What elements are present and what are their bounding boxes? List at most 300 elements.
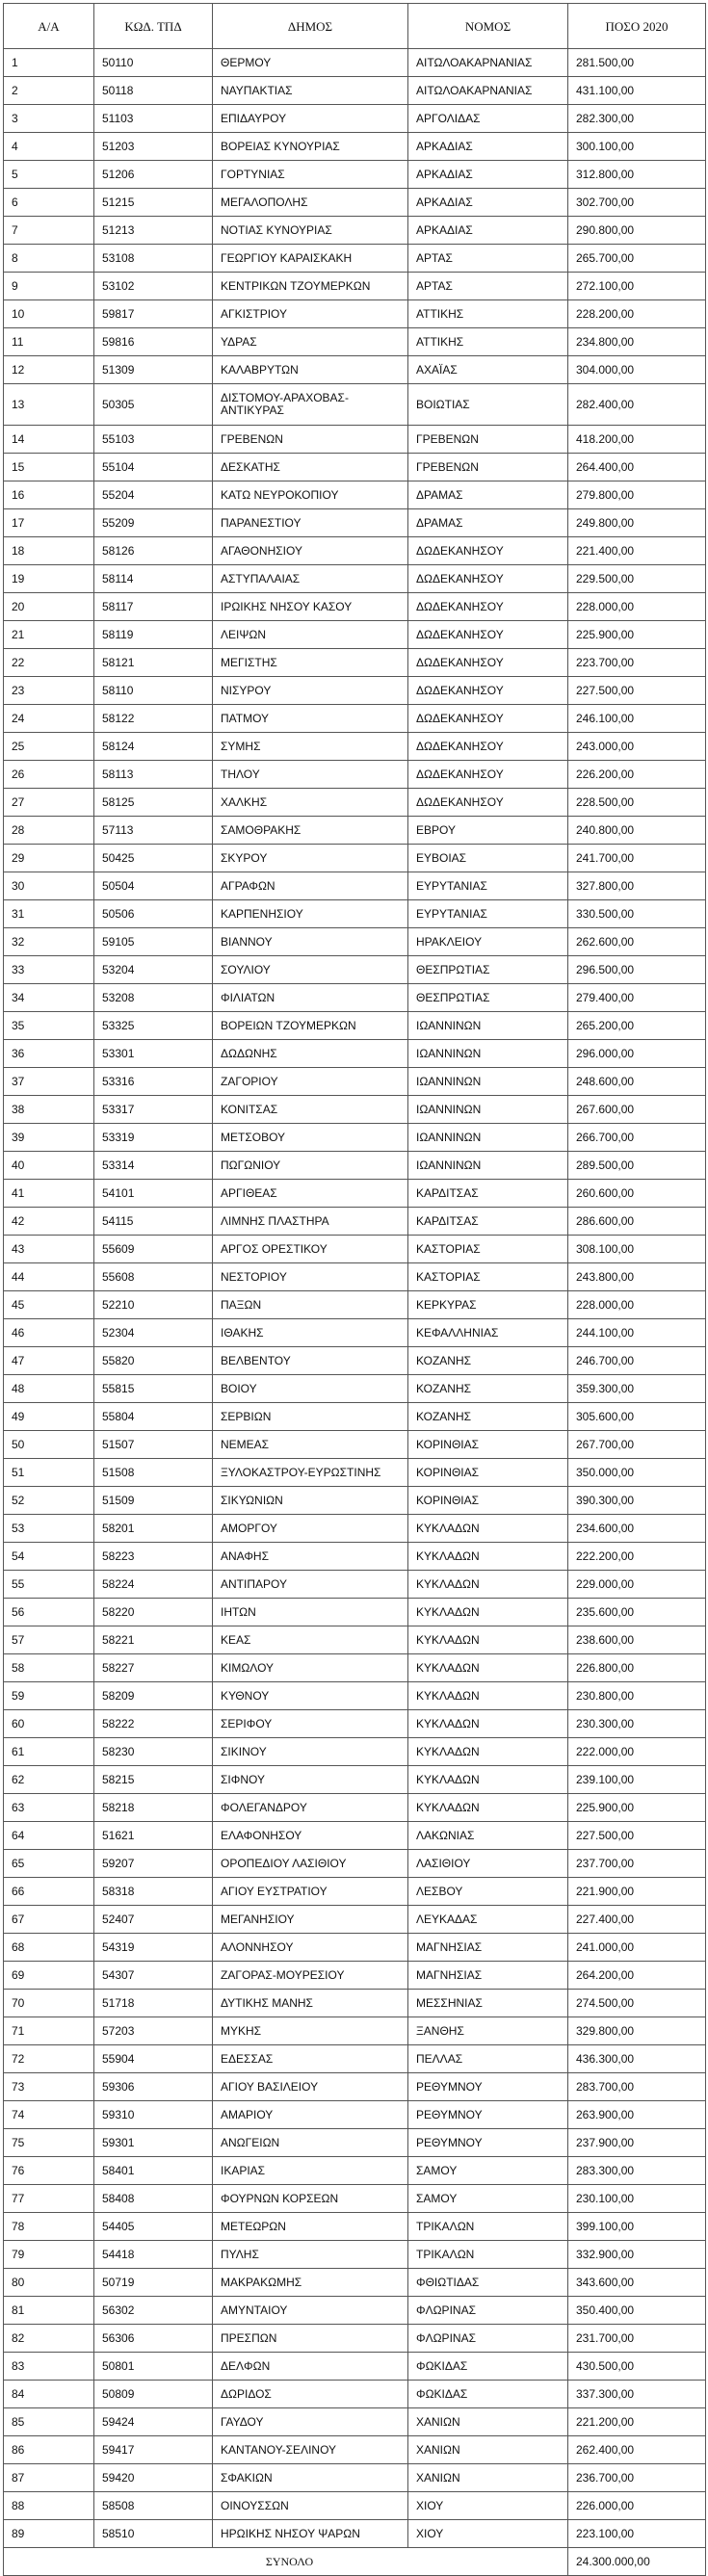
row-municipality: ΕΔΕΣΣΑΣ bbox=[213, 2045, 408, 2073]
row-number: 53 bbox=[4, 1515, 94, 1543]
row-municipality: ΑΝΤΙΠΑΡΟΥ bbox=[213, 1571, 408, 1599]
table-row bbox=[4, 1822, 706, 1850]
table-row bbox=[4, 2045, 706, 2073]
row-number: 18 bbox=[4, 537, 94, 565]
table-row bbox=[4, 2157, 706, 2185]
row-amount: 241.700,00 bbox=[568, 845, 706, 872]
row-amount: 230.300,00 bbox=[568, 1710, 706, 1738]
row-code: 52304 bbox=[94, 1319, 213, 1347]
row-prefecture: ΔΩΔΕΚΑΝΗΣΟΥ bbox=[408, 789, 568, 817]
table-row bbox=[4, 1096, 706, 1124]
table-row bbox=[4, 1319, 706, 1347]
table-row bbox=[4, 1682, 706, 1710]
row-amount: 265.200,00 bbox=[568, 1012, 706, 1040]
row-prefecture: ΛΕΥΚΑΔΑΣ bbox=[408, 1906, 568, 1934]
row-municipality: ΒΟΙΟΥ bbox=[213, 1375, 408, 1403]
table-row bbox=[4, 1710, 706, 1738]
table-row bbox=[4, 1459, 706, 1487]
row-prefecture: ΦΩΚΙΔΑΣ bbox=[408, 2381, 568, 2408]
row-amount: 235.600,00 bbox=[568, 1599, 706, 1626]
row-number: 52 bbox=[4, 1487, 94, 1515]
row-number: 78 bbox=[4, 2213, 94, 2241]
table-row bbox=[4, 217, 706, 245]
row-prefecture: ΔΩΔΕΚΑΝΗΣΟΥ bbox=[408, 593, 568, 621]
row-prefecture: ΜΕΣΣΗΝΙΑΣ bbox=[408, 1990, 568, 2017]
row-amount: 238.600,00 bbox=[568, 1626, 706, 1654]
row-prefecture: ΙΩΑΝΝΙΝΩΝ bbox=[408, 1040, 568, 1068]
row-number: 46 bbox=[4, 1319, 94, 1347]
row-code: 51309 bbox=[94, 356, 213, 384]
row-municipality: ΒΟΡΕΙΑΣ ΚΥΝΟΥΡΙΑΣ bbox=[213, 133, 408, 161]
row-number: 64 bbox=[4, 1822, 94, 1850]
row-amount: 228.000,00 bbox=[568, 593, 706, 621]
row-number: 30 bbox=[4, 872, 94, 900]
row-amount: 244.100,00 bbox=[568, 1319, 706, 1347]
row-amount: 225.900,00 bbox=[568, 621, 706, 649]
table-row bbox=[4, 2408, 706, 2436]
row-amount: 222.000,00 bbox=[568, 1738, 706, 1766]
row-code: 53301 bbox=[94, 1040, 213, 1068]
row-municipality: ΑΜΥΝΤΑΙΟΥ bbox=[213, 2297, 408, 2325]
row-prefecture: ΜΑΓΝΗΣΙΑΣ bbox=[408, 1962, 568, 1990]
row-code: 50504 bbox=[94, 872, 213, 900]
row-code: 53204 bbox=[94, 956, 213, 984]
row-municipality: ΝΑΥΠΑΚΤΙΑΣ bbox=[213, 77, 408, 105]
row-amount: 229.000,00 bbox=[568, 1571, 706, 1599]
table-row bbox=[4, 245, 706, 273]
row-number: 49 bbox=[4, 1403, 94, 1431]
table-row bbox=[4, 1012, 706, 1040]
table-row bbox=[4, 1068, 706, 1096]
row-code: 56302 bbox=[94, 2297, 213, 2325]
row-prefecture: ΚΟΡΙΝΘΙΑΣ bbox=[408, 1431, 568, 1459]
row-number: 44 bbox=[4, 1263, 94, 1291]
row-code: 58220 bbox=[94, 1599, 213, 1626]
row-municipality: ΚΕΝΤΡΙΚΩΝ ΤΖΟΥΜΕΡΚΩΝ bbox=[213, 273, 408, 300]
row-amount: 267.600,00 bbox=[568, 1096, 706, 1124]
table-row bbox=[4, 565, 706, 593]
row-number: 23 bbox=[4, 677, 94, 705]
row-code: 51621 bbox=[94, 1822, 213, 1850]
row-code: 58401 bbox=[94, 2157, 213, 2185]
row-code: 55104 bbox=[94, 454, 213, 481]
row-number: 61 bbox=[4, 1738, 94, 1766]
row-number: 14 bbox=[4, 426, 94, 454]
row-municipality: ΓΑΥΔΟΥ bbox=[213, 2408, 408, 2436]
row-prefecture: ΙΩΑΝΝΙΝΩΝ bbox=[408, 1096, 568, 1124]
table-row bbox=[4, 2017, 706, 2045]
row-code: 59310 bbox=[94, 2101, 213, 2129]
row-municipality: ΒΙΑΝΝΟΥ bbox=[213, 928, 408, 956]
table-row bbox=[4, 1906, 706, 1934]
row-amount: 279.800,00 bbox=[568, 481, 706, 509]
row-prefecture: ΚΥΚΛΑΔΩΝ bbox=[408, 1626, 568, 1654]
row-code: 58222 bbox=[94, 1710, 213, 1738]
row-code: 53317 bbox=[94, 1096, 213, 1124]
row-number: 10 bbox=[4, 300, 94, 328]
row-municipality: ΖΑΓΟΡΑΣ-ΜΟΥΡΕΣΙΟΥ bbox=[213, 1962, 408, 1990]
row-number: 47 bbox=[4, 1347, 94, 1375]
row-amount: 332.900,00 bbox=[568, 2241, 706, 2269]
row-municipality: ΙΡΩΙΚΗΣ ΝΗΣΟΥ ΚΑΣΟΥ bbox=[213, 593, 408, 621]
row-prefecture: ΚΥΚΛΑΔΩΝ bbox=[408, 1738, 568, 1766]
row-code: 53102 bbox=[94, 273, 213, 300]
table-row bbox=[4, 1291, 706, 1319]
row-code: 58124 bbox=[94, 733, 213, 761]
table-row bbox=[4, 328, 706, 356]
row-code: 58126 bbox=[94, 537, 213, 565]
row-municipality: ΑΝΑΦΗΣ bbox=[213, 1543, 408, 1571]
row-prefecture: ΒΟΙΩΤΙΑΣ bbox=[408, 384, 568, 426]
row-municipality: ΜΕΓΑΛΟΠΟΛΗΣ bbox=[213, 189, 408, 217]
row-number: 16 bbox=[4, 481, 94, 509]
row-prefecture: ΚΟΖΑΝΗΣ bbox=[408, 1347, 568, 1375]
table-row bbox=[4, 845, 706, 872]
row-municipality: ΓΟΡΤΥΝΙΑΣ bbox=[213, 161, 408, 189]
table-row bbox=[4, 105, 706, 133]
row-prefecture: ΚΑΡΔΙΤΣΑΣ bbox=[408, 1208, 568, 1236]
row-prefecture: ΚΟΡΙΝΘΙΑΣ bbox=[408, 1487, 568, 1515]
row-prefecture: ΜΑΓΝΗΣΙΑΣ bbox=[408, 1934, 568, 1962]
row-municipality: ΦΙΛΙΑΤΩΝ bbox=[213, 984, 408, 1012]
row-code: 58224 bbox=[94, 1571, 213, 1599]
row-municipality: ΣΕΡΒΙΩΝ bbox=[213, 1403, 408, 1431]
row-municipality: ΓΕΩΡΓΙΟΥ ΚΑΡΑΙΣΚΑΚΗ bbox=[213, 245, 408, 273]
row-prefecture: ΑΡΚΑΔΙΑΣ bbox=[408, 161, 568, 189]
row-code: 50809 bbox=[94, 2381, 213, 2408]
table-row bbox=[4, 1850, 706, 1878]
table-row bbox=[4, 1431, 706, 1459]
row-municipality: ΝΙΣΥΡΟΥ bbox=[213, 677, 408, 705]
row-number: 51 bbox=[4, 1459, 94, 1487]
row-prefecture: ΚΑΣΤΟΡΙΑΣ bbox=[408, 1236, 568, 1263]
row-prefecture: ΔΩΔΕΚΑΝΗΣΟΥ bbox=[408, 565, 568, 593]
row-municipality: ΟΡΟΠΕΔΙΟΥ ΛΑΣΙΘΙΟΥ bbox=[213, 1850, 408, 1878]
row-municipality: ΦΟΛΕΓΑΝΔΡΟΥ bbox=[213, 1794, 408, 1822]
row-amount: 304.000,00 bbox=[568, 356, 706, 384]
row-code: 56306 bbox=[94, 2325, 213, 2353]
row-prefecture: ΚΕΦΑΛΛΗΝΙΑΣ bbox=[408, 1319, 568, 1347]
row-municipality: ΠΑΤΜΟΥ bbox=[213, 705, 408, 733]
row-prefecture: ΦΛΩΡΙΝΑΣ bbox=[408, 2297, 568, 2325]
row-prefecture: ΦΛΩΡΙΝΑΣ bbox=[408, 2325, 568, 2353]
row-prefecture: ΘΕΣΠΡΩΤΙΑΣ bbox=[408, 956, 568, 984]
table-row bbox=[4, 984, 706, 1012]
row-number: 74 bbox=[4, 2101, 94, 2129]
row-amount: 227.500,00 bbox=[568, 1822, 706, 1850]
row-number: 43 bbox=[4, 1236, 94, 1263]
row-municipality: ΔΩΔΩΝΗΣ bbox=[213, 1040, 408, 1068]
row-number: 70 bbox=[4, 1990, 94, 2017]
row-municipality: ΜΑΚΡΑΚΩΜΗΣ bbox=[213, 2269, 408, 2297]
row-code: 58209 bbox=[94, 1682, 213, 1710]
row-number: 89 bbox=[4, 2520, 94, 2548]
row-amount: 337.300,00 bbox=[568, 2381, 706, 2408]
row-municipality: ΤΗΛΟΥ bbox=[213, 761, 408, 789]
row-amount: 240.800,00 bbox=[568, 817, 706, 845]
row-prefecture: ΛΕΣΒΟΥ bbox=[408, 1878, 568, 1906]
row-number: 76 bbox=[4, 2157, 94, 2185]
allocation-table bbox=[3, 3, 706, 2576]
row-municipality: ΕΛΑΦΟΝΗΣΟΥ bbox=[213, 1822, 408, 1850]
table-row bbox=[4, 1263, 706, 1291]
row-amount: 221.400,00 bbox=[568, 537, 706, 565]
row-code: 58230 bbox=[94, 1738, 213, 1766]
row-municipality: ΔΕΣΚΑΤΗΣ bbox=[213, 454, 408, 481]
row-prefecture: ΙΩΑΝΝΙΝΩΝ bbox=[408, 1152, 568, 1180]
row-number: 86 bbox=[4, 2436, 94, 2464]
row-prefecture: ΦΘΙΩΤΙΔΑΣ bbox=[408, 2269, 568, 2297]
row-prefecture: ΡΕΘΥΜΝΟΥ bbox=[408, 2073, 568, 2101]
table-row bbox=[4, 621, 706, 649]
row-prefecture: ΣΑΜΟΥ bbox=[408, 2185, 568, 2213]
table-row bbox=[4, 1878, 706, 1906]
table-row bbox=[4, 2325, 706, 2353]
row-code: 58408 bbox=[94, 2185, 213, 2213]
row-municipality: ΠΩΓΩΝΙΟΥ bbox=[213, 1152, 408, 1180]
table-row bbox=[4, 1236, 706, 1263]
row-municipality: ΕΠΙΔΑΥΡΟΥ bbox=[213, 105, 408, 133]
row-code: 59301 bbox=[94, 2129, 213, 2157]
row-amount: 225.900,00 bbox=[568, 1794, 706, 1822]
row-amount: 246.700,00 bbox=[568, 1347, 706, 1375]
row-number: 48 bbox=[4, 1375, 94, 1403]
row-prefecture: ΤΡΙΚΑΛΩΝ bbox=[408, 2213, 568, 2241]
header-amount: ΠΟΣΟ 2020 bbox=[568, 4, 706, 49]
row-amount: 286.600,00 bbox=[568, 1208, 706, 1236]
table-row bbox=[4, 2101, 706, 2129]
header-dimos: ΔΗΜΟΣ bbox=[213, 4, 408, 49]
row-code: 51213 bbox=[94, 217, 213, 245]
table-row bbox=[4, 2241, 706, 2269]
row-code: 58201 bbox=[94, 1515, 213, 1543]
row-code: 53325 bbox=[94, 1012, 213, 1040]
table-header bbox=[4, 4, 706, 49]
row-code: 51203 bbox=[94, 133, 213, 161]
table-row bbox=[4, 300, 706, 328]
row-municipality: ΠΥΛΗΣ bbox=[213, 2241, 408, 2269]
row-code: 50719 bbox=[94, 2269, 213, 2297]
table-row bbox=[4, 161, 706, 189]
row-amount: 281.500,00 bbox=[568, 49, 706, 77]
row-amount: 265.700,00 bbox=[568, 245, 706, 273]
table-row bbox=[4, 789, 706, 817]
row-code: 53108 bbox=[94, 245, 213, 273]
row-code: 53314 bbox=[94, 1152, 213, 1180]
row-municipality: ΚΕΑΣ bbox=[213, 1626, 408, 1654]
row-code: 59207 bbox=[94, 1850, 213, 1878]
row-code: 59306 bbox=[94, 2073, 213, 2101]
row-code: 58117 bbox=[94, 593, 213, 621]
table-row bbox=[4, 1934, 706, 1962]
row-municipality: ΣΙΚΥΩΝΙΩΝ bbox=[213, 1487, 408, 1515]
row-number: 57 bbox=[4, 1626, 94, 1654]
row-prefecture: ΚΟΡΙΝΘΙΑΣ bbox=[408, 1459, 568, 1487]
row-municipality: ΟΙΝΟΥΣΣΩΝ bbox=[213, 2492, 408, 2520]
row-municipality: ΥΔΡΑΣ bbox=[213, 328, 408, 356]
row-code: 51509 bbox=[94, 1487, 213, 1515]
row-amount: 237.700,00 bbox=[568, 1850, 706, 1878]
header-row bbox=[4, 4, 706, 49]
row-prefecture: ΛΑΣΙΘΙΟΥ bbox=[408, 1850, 568, 1878]
table-row bbox=[4, 2381, 706, 2408]
row-prefecture: ΚΥΚΛΑΔΩΝ bbox=[408, 1682, 568, 1710]
row-municipality: ΙΚΑΡΙΑΣ bbox=[213, 2157, 408, 2185]
row-number: 79 bbox=[4, 2241, 94, 2269]
row-amount: 350.000,00 bbox=[568, 1459, 706, 1487]
row-prefecture: ΚΥΚΛΑΔΩΝ bbox=[408, 1571, 568, 1599]
total-label: ΣΥΝΟΛΟ bbox=[4, 2548, 568, 2576]
row-amount: 327.800,00 bbox=[568, 872, 706, 900]
row-prefecture: ΞΑΝΘΗΣ bbox=[408, 2017, 568, 2045]
row-municipality: ΔΥΤΙΚΗΣ ΜΑΝΗΣ bbox=[213, 1990, 408, 2017]
row-prefecture: ΕΒΡΟΥ bbox=[408, 817, 568, 845]
table-row bbox=[4, 426, 706, 454]
row-amount: 223.700,00 bbox=[568, 649, 706, 677]
table-row bbox=[4, 2436, 706, 2464]
row-code: 58125 bbox=[94, 789, 213, 817]
row-municipality: ΣΚΥΡΟΥ bbox=[213, 845, 408, 872]
row-code: 54101 bbox=[94, 1180, 213, 1208]
row-municipality: ΚΥΘΝΟΥ bbox=[213, 1682, 408, 1710]
table-row bbox=[4, 189, 706, 217]
row-prefecture: ΑΡΚΑΔΙΑΣ bbox=[408, 189, 568, 217]
row-prefecture: ΙΩΑΝΝΙΝΩΝ bbox=[408, 1068, 568, 1096]
row-prefecture: ΕΥΡΥΤΑΝΙΑΣ bbox=[408, 872, 568, 900]
row-number: 82 bbox=[4, 2325, 94, 2353]
row-municipality: ΚΑΡΠΕΝΗΣΙΟΥ bbox=[213, 900, 408, 928]
row-municipality: ΧΑΛΚΗΣ bbox=[213, 789, 408, 817]
row-prefecture: ΧΑΝΙΩΝ bbox=[408, 2464, 568, 2492]
row-amount: 234.600,00 bbox=[568, 1515, 706, 1543]
table-row bbox=[4, 1124, 706, 1152]
row-municipality: ΑΝΩΓΕΙΩΝ bbox=[213, 2129, 408, 2157]
row-code: 58114 bbox=[94, 565, 213, 593]
table-row bbox=[4, 273, 706, 300]
row-prefecture: ΠΕΛΛΑΣ bbox=[408, 2045, 568, 2073]
row-amount: 221.200,00 bbox=[568, 2408, 706, 2436]
row-prefecture: ΚΑΡΔΙΤΣΑΣ bbox=[408, 1180, 568, 1208]
row-amount: 290.800,00 bbox=[568, 217, 706, 245]
row-prefecture: ΑΙΤΩΛΟΑΚΑΡΝΑΝΙΑΣ bbox=[408, 49, 568, 77]
row-code: 55608 bbox=[94, 1263, 213, 1291]
row-municipality: ΑΛΟΝΝΗΣΟΥ bbox=[213, 1934, 408, 1962]
row-code: 57113 bbox=[94, 817, 213, 845]
row-prefecture: ΕΥΒΟΙΑΣ bbox=[408, 845, 568, 872]
total-row bbox=[4, 2548, 706, 2576]
row-amount: 248.600,00 bbox=[568, 1068, 706, 1096]
row-amount: 234.800,00 bbox=[568, 328, 706, 356]
row-code: 58113 bbox=[94, 761, 213, 789]
row-code: 59817 bbox=[94, 300, 213, 328]
row-code: 51718 bbox=[94, 1990, 213, 2017]
row-prefecture: ΚΥΚΛΑΔΩΝ bbox=[408, 1766, 568, 1794]
table-row bbox=[4, 1599, 706, 1626]
row-number: 54 bbox=[4, 1543, 94, 1571]
header-code: ΚΩΔ. ΤΠΔ bbox=[94, 4, 213, 49]
row-amount: 302.700,00 bbox=[568, 189, 706, 217]
row-municipality: ΚΟΝΙΤΣΑΣ bbox=[213, 1096, 408, 1124]
row-amount: 239.100,00 bbox=[568, 1766, 706, 1794]
row-prefecture: ΗΡΑΚΛΕΙΟΥ bbox=[408, 928, 568, 956]
row-code: 53208 bbox=[94, 984, 213, 1012]
row-municipality: ΣΟΥΛΙΟΥ bbox=[213, 956, 408, 984]
row-amount: 330.500,00 bbox=[568, 900, 706, 928]
row-prefecture: ΚΥΚΛΑΔΩΝ bbox=[408, 1515, 568, 1543]
row-number: 41 bbox=[4, 1180, 94, 1208]
row-code: 57203 bbox=[94, 2017, 213, 2045]
row-prefecture: ΑΙΤΩΛΟΑΚΑΡΝΑΝΙΑΣ bbox=[408, 77, 568, 105]
table-body bbox=[4, 49, 706, 2548]
row-number: 38 bbox=[4, 1096, 94, 1124]
row-number: 75 bbox=[4, 2129, 94, 2157]
row-prefecture: ΦΩΚΙΔΑΣ bbox=[408, 2353, 568, 2381]
row-municipality: ΣΦΑΚΙΩΝ bbox=[213, 2464, 408, 2492]
row-number: 50 bbox=[4, 1431, 94, 1459]
row-amount: 228.500,00 bbox=[568, 789, 706, 817]
row-municipality: ΙΗΤΩΝ bbox=[213, 1599, 408, 1626]
row-prefecture: ΓΡΕΒΕΝΩΝ bbox=[408, 426, 568, 454]
row-code: 54115 bbox=[94, 1208, 213, 1236]
row-prefecture: ΚΥΚΛΑΔΩΝ bbox=[408, 1543, 568, 1571]
row-amount: 262.600,00 bbox=[568, 928, 706, 956]
table-row bbox=[4, 2185, 706, 2213]
row-prefecture: ΔΩΔΕΚΑΝΗΣΟΥ bbox=[408, 761, 568, 789]
row-municipality: ΣΕΡΙΦΟΥ bbox=[213, 1710, 408, 1738]
row-prefecture: ΔΡΑΜΑΣ bbox=[408, 481, 568, 509]
row-prefecture: ΔΩΔΕΚΑΝΗΣΟΥ bbox=[408, 705, 568, 733]
row-number: 19 bbox=[4, 565, 94, 593]
row-amount: 264.400,00 bbox=[568, 454, 706, 481]
row-municipality: ΖΑΓΟΡΙΟΥ bbox=[213, 1068, 408, 1096]
row-code: 55804 bbox=[94, 1403, 213, 1431]
row-number: 33 bbox=[4, 956, 94, 984]
row-code: 55904 bbox=[94, 2045, 213, 2073]
table-row bbox=[4, 1403, 706, 1431]
row-number: 15 bbox=[4, 454, 94, 481]
table-row bbox=[4, 2353, 706, 2381]
row-amount: 296.000,00 bbox=[568, 1040, 706, 1068]
table-row bbox=[4, 872, 706, 900]
row-amount: 274.500,00 bbox=[568, 1990, 706, 2017]
row-prefecture: ΧΙΟΥ bbox=[408, 2492, 568, 2520]
table-row bbox=[4, 1766, 706, 1794]
row-number: 80 bbox=[4, 2269, 94, 2297]
row-prefecture: ΑΡΚΑΔΙΑΣ bbox=[408, 133, 568, 161]
row-number: 12 bbox=[4, 356, 94, 384]
row-number: 87 bbox=[4, 2464, 94, 2492]
row-number: 81 bbox=[4, 2297, 94, 2325]
row-number: 40 bbox=[4, 1152, 94, 1180]
row-number: 34 bbox=[4, 984, 94, 1012]
row-number: 9 bbox=[4, 273, 94, 300]
row-municipality: ΚΑΝΤΑΝΟΥ-ΣΕΛΙΝΟΥ bbox=[213, 2436, 408, 2464]
row-prefecture: ΘΕΣΠΡΩΤΙΑΣ bbox=[408, 984, 568, 1012]
row-amount: 359.300,00 bbox=[568, 1375, 706, 1403]
row-number: 66 bbox=[4, 1878, 94, 1906]
row-municipality: ΑΡΓΟΣ ΟΡΕΣΤΙΚΟΥ bbox=[213, 1236, 408, 1263]
row-code: 59424 bbox=[94, 2408, 213, 2436]
row-number: 8 bbox=[4, 245, 94, 273]
row-amount: 230.800,00 bbox=[568, 1682, 706, 1710]
row-amount: 227.400,00 bbox=[568, 1906, 706, 1934]
row-number: 37 bbox=[4, 1068, 94, 1096]
row-amount: 260.600,00 bbox=[568, 1180, 706, 1208]
row-number: 84 bbox=[4, 2381, 94, 2408]
table-row bbox=[4, 1626, 706, 1654]
row-amount: 262.400,00 bbox=[568, 2436, 706, 2464]
row-number: 62 bbox=[4, 1766, 94, 1794]
